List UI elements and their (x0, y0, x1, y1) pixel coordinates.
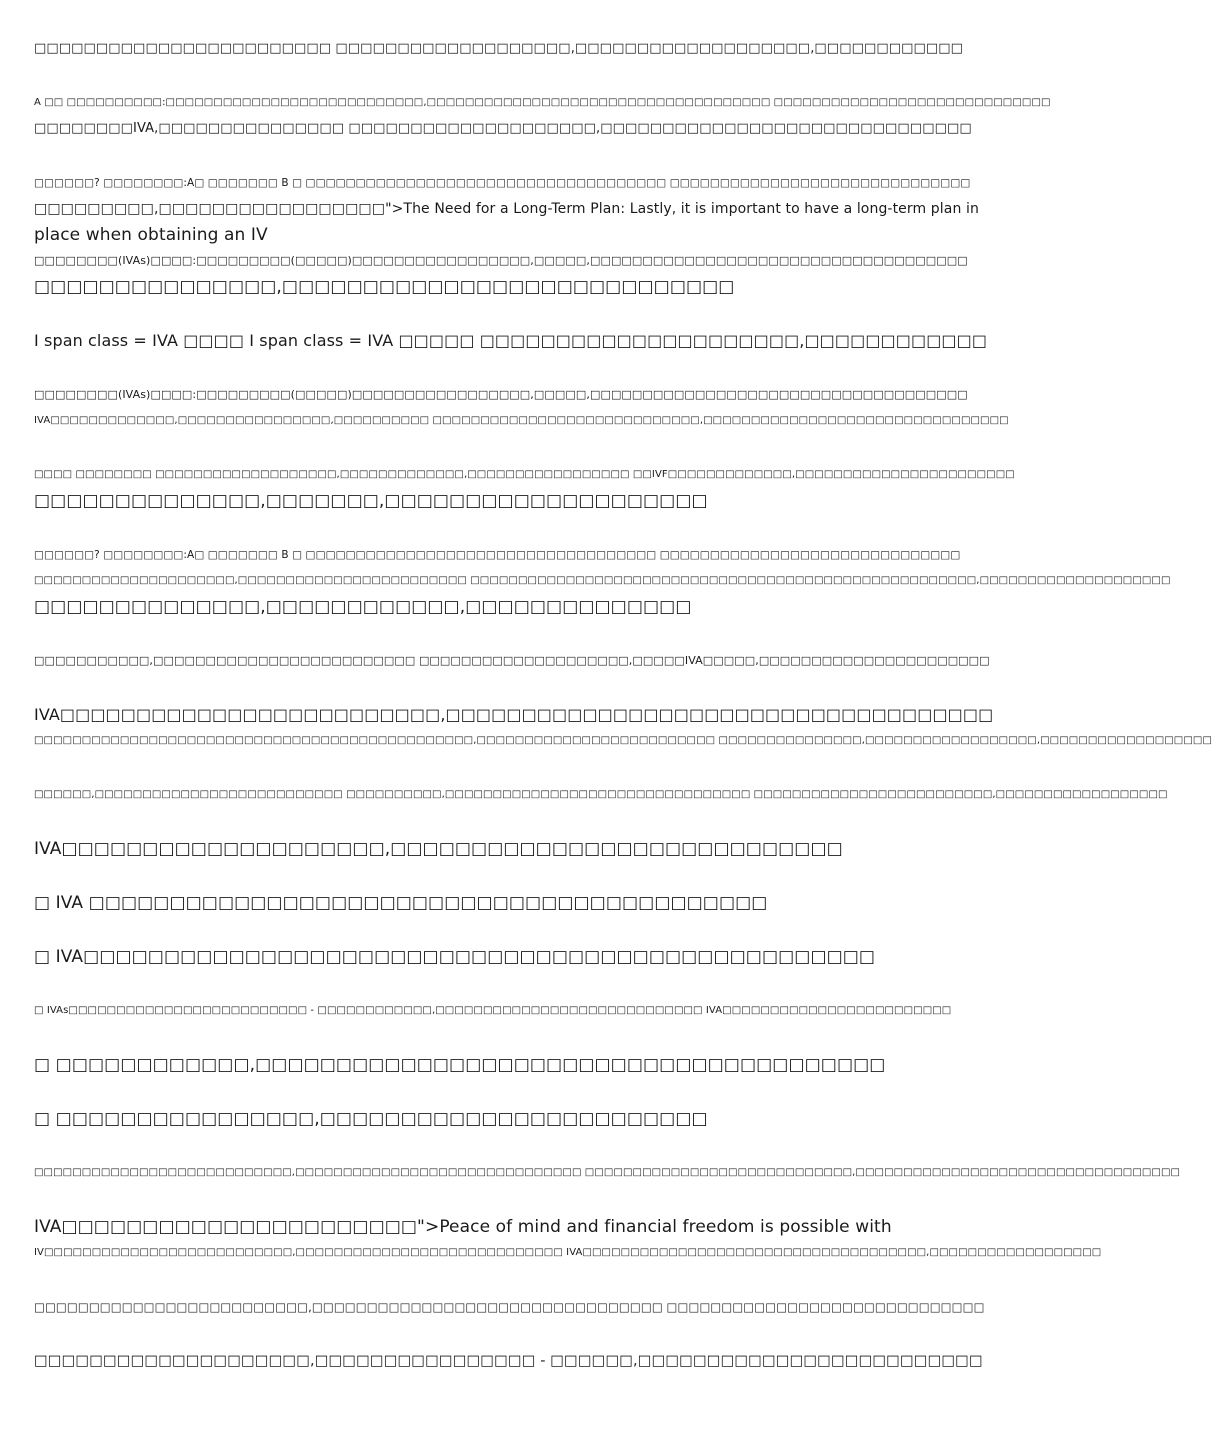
text-line: □□□□□□□□IVA,□□□□□□□□□□□□□□□ □□□□□□□□□□□□□□□□□□□□,□□□□□□□□□□□□□□□□□□□□□□□□□□□□□□ (34, 121, 972, 136)
text-line: □ IVA□□□□□□□□□□□□□□□□□□□□□□□□□□□□□□□□□□□□□□□□□□□□□□□□□ (34, 947, 876, 967)
paragraph (34, 36, 994, 62)
paragraph (34, 462, 1015, 514)
text-line: □□□□□□? □□□□□□□□:A□ □□□□□□□ B □ □□□□□□□□□□□□□□□□□□□□□□□□□□□□□□□□□□□ □□□□□□□□□□□□□□□□□□□□□□□□□□□□□□ (34, 549, 961, 561)
text-line: □ □□□□□□□□□□□□□□□□,□□□□□□□□□□□□□□□□□□□□□□□□ (34, 1109, 708, 1129)
text-line: □□□□□□□□□□□□□□□,□□□□□□□□□□□□□□□□□□□□□□□□□□□□ (34, 277, 735, 297)
paragraph (34, 782, 1168, 808)
text-line: IV□□□□□□□□□□□□□□□□□□□□□□□□□□,□□□□□□□□□□□□□□□□□□□□□□□□□□□□ IVA□□□□□□□□□□□□□□□□□□□□□□□□□□□□□□□□□□□□,□□□□□□□□□□□□□□□□□□ (34, 1247, 1102, 1258)
text-line: □□□□□□□□□□□□□□□□□□□□□□□□□,□□□□□□□□□□□□□□□□□□□□□□□□□□□□□□□□ □□□□□□□□□□□□□□□□□□□□□□□□□□□□□ (34, 1300, 985, 1314)
text-line: □□□□□□□□□□□□□□,□□□□□□□□□□□□,□□□□□□□□□□□□□□ (34, 597, 692, 617)
paragraph (34, 648, 994, 674)
document-body (34, 36, 1212, 1402)
text-line: □□□□□□□□□□□□□□□□□□□□□,□□□□□□□□□□□□□□□□□□□□□□□□ □□□□□□□□□□□□□□□□□□□□□□□□□□□□□□□□□□□□□□□□□□□□□□□□□□□□□,□□□□□□□□□□□□□□□□□□□□ (34, 575, 1171, 586)
paragraph (34, 702, 1212, 754)
text-line: □□□□□□□□□□□□□□□□□□□□□□□□ □□□□□□□□□□□□□□□□□□□,□□□□□□□□□□□□□□□□□□□,□□□□□□□□□□□□ (34, 41, 964, 56)
paragraph (34, 836, 994, 862)
text-line: □ □□□□□□□□□□□□,□□□□□□□□□□□□□□□□□□□□□□□□□□□□□□□□□□□□□□□ (34, 1055, 886, 1075)
paragraph (34, 998, 994, 1024)
paragraph (34, 1348, 994, 1374)
paragraph (34, 1160, 1181, 1186)
paragraph (34, 944, 994, 970)
text-line: □□□□□□□□□□□□□□,□□□□□□□,□□□□□□□□□□□□□□□□□□□□ (34, 491, 708, 511)
text-line: □□□□ □□□□□□□□ □□□□□□□□□□□□□□□□□□□,□□□□□□□□□□□□□,□□□□□□□□□□□□□□□□□ □□IVF□□□□□□□□□□□□□,□□□□□□□□□□□□□□□□□□□□□□□ (34, 469, 1015, 480)
text-line: □□□□□□□□□□□□□□□□□□□□,□□□□□□□□□□□□□□□□ - □□□□□□,□□□□□□□□□□□□□□□□□□□□□□□□□ (34, 1353, 983, 1369)
text-line: IVA□□□□□□□□□□□□□,□□□□□□□□□□□□□□□□,□□□□□□□□□□ □□□□□□□□□□□□□□□□□□□□□□□□□□□□,□□□□□□□□□□□□□□□□□□□□□□□□□□□□□□□□ (34, 415, 1009, 426)
paragraph (34, 170, 994, 300)
paragraph (34, 542, 1171, 620)
text-line: □□□□□□□□(IVAs)□□□□:□□□□□□□□□(□□□□□)□□□□□□□□□□□□□□□□□,□□□□□,□□□□□□□□□□□□□□□□□□□□□□□□□□□□□□□□□□□□ (34, 388, 968, 401)
text-line: □ IVAs□□□□□□□□□□□□□□□□□□□□□□□□□ - □□□□□□□□□□□□,□□□□□□□□□□□□□□□□□□□□□□□□□□□□ IVA□□□□□□□□□□□□□□□□□□□□□□□□ (34, 1005, 952, 1016)
text-line: □□□□□□□□(IVAs)□□□□:□□□□□□□□□(□□□□□)□□□□□□□□□□□□□□□□□,□□□□□,□□□□□□□□□□□□□□□□□□□□□□□□□□□□□□□□□□□□ (34, 254, 968, 267)
text-line: A □□ □□□□□□□□□□:□□□□□□□□□□□□□□□□□□□□□□□□□□□,□□□□□□□□□□□□□□□□□□□□□□□□□□□□□□□□□□□□ □□□□□□□□□□□□□□□□□□□□□□□□□□□□□ (34, 97, 1051, 108)
text-line: □□□□□□□□□□□,□□□□□□□□□□□□□□□□□□□□□□□□□ □□□□□□□□□□□□□□□□□□□□,□□□□□IVA□□□□□,□□□□□□□□□□□□□□□□□□□□□□ (34, 654, 990, 667)
text-line: place when obtaining an IV (34, 225, 268, 245)
text-line: □ IVA □□□□□□□□□□□□□□□□□□□□□□□□□□□□□□□□□□□□□□□□□□ (34, 893, 768, 913)
text-line: □□□□□□,□□□□□□□□□□□□□□□□□□□□□□□□□□ □□□□□□□□□□,□□□□□□□□□□□□□□□□□□□□□□□□□□□□□□□□ □□□□□□□□□□□□□□□□□□□□□□□□□,□□□□□□□□□□□□□□□□□□ (34, 789, 1168, 800)
text-line: IVA□□□□□□□□□□□□□□□□□□□□□□">Peace of mind and financial freedom is possible with (34, 1217, 892, 1237)
text-line: IVA□□□□□□□□□□□□□□□□□□□□,□□□□□□□□□□□□□□□□□□□□□□□□□□□□ (34, 839, 843, 859)
paragraph (34, 90, 1051, 142)
paragraph (34, 1214, 1102, 1266)
text-line: □□□□□□? □□□□□□□□:A□ □□□□□□□ B □ □□□□□□□□□□□□□□□□□□□□□□□□□□□□□□□□□□□□ □□□□□□□□□□□□□□□□□□□□□□□□□□□□□□ (34, 177, 971, 189)
paragraph (34, 382, 1009, 434)
paragraph (34, 890, 994, 916)
text-line: □□□□□□□□□□□□□□□□□□□□□□□□□□□□□□□□□□□□□□□□□□□□□□,□□□□□□□□□□□□□□□□□□□□□□□□□ □□□□□□□□□□□□□□□,□□□□□□□□□□□□□□□□□□,□□□□□□□□□□□□□□□□□□ (34, 735, 1212, 746)
paragraph (34, 1294, 994, 1320)
text-line: I span class = IVA □□□□ I span class = IVA □□□□□ □□□□□□□□□□□□□□□□□□□□□,□□□□□□□□□□□□ (34, 331, 988, 350)
text-line: □□□□□□□□□,□□□□□□□□□□□□□□□□□">The Need for a Long-Term Plan: Lastly, it is important to have a long-term plan in (34, 201, 979, 217)
text-line: □□□□□□□□□□□□□□□□□□□□□□□□□□□,□□□□□□□□□□□□□□□□□□□□□□□□□□□□□□ □□□□□□□□□□□□□□□□□□□□□□□□□□□□,□□□□□□□□□□□□□□□□□□□□□□□□□□□□□□□□□□ (34, 1167, 1181, 1178)
paragraph (34, 1106, 994, 1132)
paragraph (34, 328, 994, 354)
text-line: IVA□□□□□□□□□□□□□□□□□□□□□□□□□,□□□□□□□□□□□□□□□□□□□□□□□□□□□□□□□□□□□□ (34, 705, 994, 724)
paragraph (34, 1052, 994, 1078)
